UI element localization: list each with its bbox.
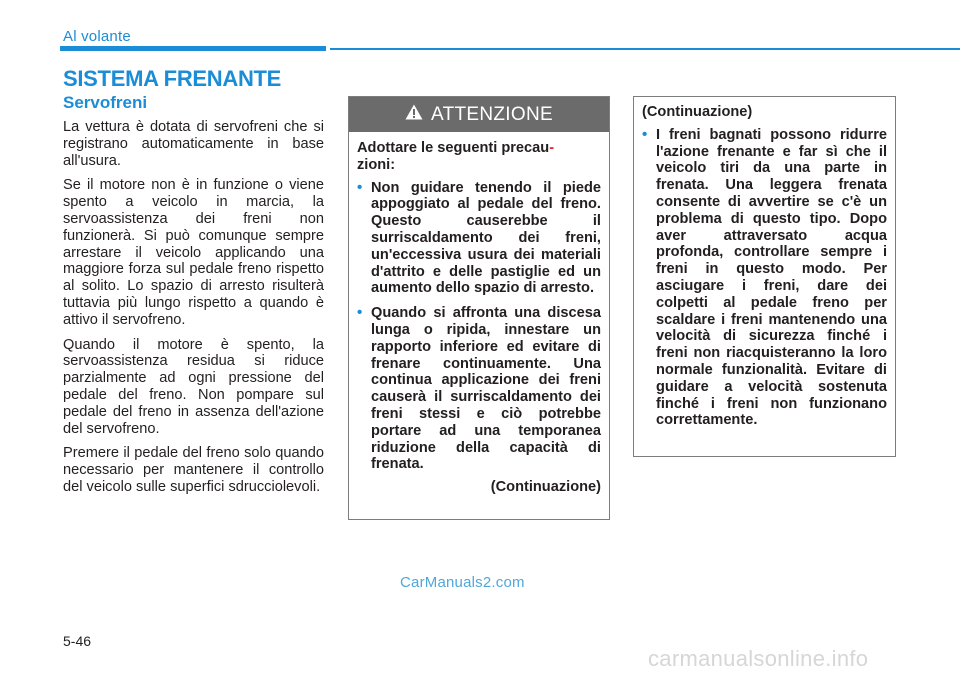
continuation-heading: (Continuazione)	[642, 104, 753, 120]
list-item	[357, 180, 601, 298]
warning-intro	[357, 140, 601, 174]
bullet-icon: •	[642, 125, 648, 143]
warning-body	[349, 132, 609, 496]
footer-watermark: carmanualsonline.info	[648, 646, 869, 671]
paragraph: La vettura è dotata di servofreni che si registrano automaticamente in base all'usura.	[63, 119, 324, 169]
continuation-bullet-list	[642, 127, 887, 429]
sub-title: Servofreni	[63, 93, 148, 112]
header-rule-thick	[60, 46, 326, 51]
watermark-link[interactable]: CarManuals2.com	[400, 574, 525, 591]
list-item-text: I freni bagnati possono ridurre l'azione frenante e far sì che il veicolo tiri da una parte in frenata. Una leggera frenata consente di avvertire se c'è un problema di questo tipo. Dopo aver attraversato acqua profonda, controllare sempre i freni in questo modo. Per asciugare i freni, dare dei colpetti al pedale freno per scaldare i freni mantenendo una velocità di sicurezza finché i freni non riacquisteranno la loro normale funzionalità. Evitare di guidare a velocità sostenuta finché i freni non funzionano correttamente.	[656, 126, 887, 429]
hyphen-mark: -	[549, 140, 555, 156]
list-item	[357, 305, 601, 473]
list-item-text: Non guidare tenendo il piede appoggiato al pedale del freno. Questo causerebbe il surriscaldamento dei freni, un'eccessiva usura dei materiali d'attrito e delle pastiglie ed un aumento dello spazio di arresto.	[371, 179, 601, 297]
header-rule-thin	[330, 48, 960, 50]
section-label: Al volante	[63, 28, 131, 45]
continuation-body	[634, 97, 895, 429]
warning-bullet-list	[357, 180, 601, 474]
warning-intro-end: zioni:	[357, 156, 396, 173]
left-column	[63, 119, 324, 504]
continued-label: (Continuazione)	[490, 479, 601, 496]
paragraph: Premere il pedale del freno solo quando necessario per mantenere il controllo del veicolo sulle superfici sdrucciolevoli.	[63, 445, 324, 495]
continuation-box	[633, 96, 896, 457]
list-item-text: Quando si affronta una discesa lunga o ripida, innestare un rapporto inferiore ed evitare di frenare continuamente. Una continua applicazione dei freni causerà il surriscaldamento dei freni stessi e ciò potrebbe portare ad una temporanea riduzione della capacità di frenata.	[371, 305, 601, 473]
bullet-icon: •	[357, 304, 363, 322]
page-title: SISTEMA FRENANTE	[63, 66, 282, 91]
paragraph: Quando il motore è spento, la servoassistenza residua si riduce parzialmente ad ogni pressione del pedale del freno. Non pompare sul pedale del freno in assenza dell'azione del servofreno.	[63, 336, 324, 437]
bullet-icon: •	[357, 178, 363, 196]
warning-triangle-icon	[405, 104, 423, 126]
list-item	[642, 127, 887, 429]
warning-title: ATTENZIONE	[431, 103, 553, 125]
page-number: 5-46	[63, 633, 92, 649]
warning-intro-text: Adottare le seguenti precau	[357, 140, 550, 156]
paragraph: Se il motore non è in funzione o viene spento a veicolo in marcia, la servoassistenza dei freni non funzionerà. Si può comunque sempre arrestare il veicolo applicando una maggiore forza sul pedale freno rispetto al solito. Lo spazio di arresto risulterà tuttavia più lungo rispetto a quando è attivo il servofreno.	[63, 177, 324, 328]
warning-box	[348, 96, 610, 520]
warning-header	[349, 97, 609, 132]
